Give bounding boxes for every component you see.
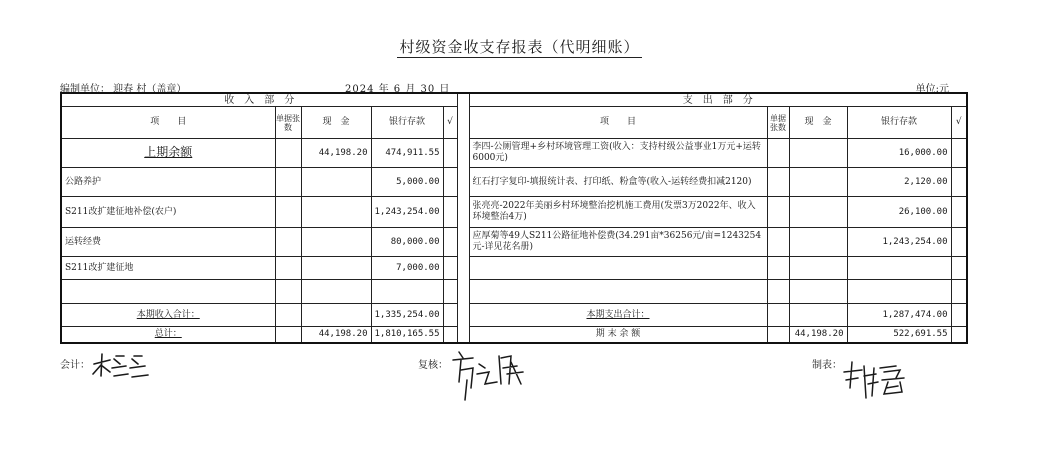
expense-item: 红石打字复印-填报统计表、打印纸、粉盒等(收入-运转经费扣减2120) [469, 168, 767, 197]
expense-col-voucher: 单据张数 [767, 107, 789, 139]
income-item: 公路养护 [61, 168, 275, 197]
expense-item [469, 257, 767, 280]
income-check [443, 257, 457, 280]
expense-section-title: 支 出 部 分 [469, 93, 967, 107]
income-check [443, 168, 457, 197]
expense-bank [847, 280, 951, 304]
expense-subtotal-cash [789, 304, 847, 327]
income-col-item: 项 目 [61, 107, 275, 139]
income-check [443, 228, 457, 257]
expense-col-item: 项 目 [469, 107, 767, 139]
income-item: S211改扩建征地补偿(农户) [61, 197, 275, 228]
table-row [61, 168, 967, 197]
expense-check [951, 228, 967, 257]
income-voucher [275, 139, 301, 168]
expense-check [951, 197, 967, 228]
unit-label: 单位:元 [915, 84, 949, 95]
income-total-bank: 1,810,165.55 [371, 327, 443, 344]
expense-voucher [767, 257, 789, 280]
accountant-label: 会计： [60, 360, 90, 371]
expense-voucher [767, 168, 789, 197]
expense-check [951, 327, 967, 344]
income-col-cash: 现 金 [301, 107, 371, 139]
expense-check [951, 139, 967, 168]
table-row [61, 197, 967, 228]
income-voucher [275, 304, 301, 327]
expense-col-cash: 现 金 [789, 107, 847, 139]
closing-balance-cash: 44,198.20 [789, 327, 847, 344]
income-section-title: 收 入 部 分 [61, 93, 457, 107]
income-bank: 7,000.00 [371, 257, 443, 280]
report-title-wrap [0, 36, 1039, 57]
income-voucher [275, 168, 301, 197]
expense-item [469, 280, 767, 304]
income-voucher [275, 257, 301, 280]
preparer-signature [838, 358, 918, 404]
income-item: 运转经费 [61, 228, 275, 257]
table-row [61, 139, 967, 168]
closing-balance-bank: 522,691.55 [847, 327, 951, 344]
income-check [443, 197, 457, 228]
report-date: 2024 年 6 月 30 日 [345, 84, 451, 95]
expense-voucher [767, 197, 789, 228]
expense-subtotal-bank: 1,287,474.00 [847, 304, 951, 327]
income-subtotal-label: 本期收入合计： [61, 304, 275, 327]
expense-item: 李四-公厕管理+乡村环境管理工资(收入：支持村级公益事业1万元+运转6000元) [469, 139, 767, 168]
income-item [61, 139, 275, 168]
income-check [443, 304, 457, 327]
income-bank: 474,911.55 [371, 139, 443, 168]
income-check [443, 139, 457, 168]
income-voucher [275, 228, 301, 257]
column-header-row [61, 107, 967, 139]
center-divider [457, 93, 469, 343]
income-check [443, 327, 457, 344]
expense-cash [789, 168, 847, 197]
expense-bank: 26,100.00 [847, 197, 951, 228]
expense-bank: 1,243,254.00 [847, 228, 951, 257]
income-col-bank: 银行存款 [371, 107, 443, 139]
expense-voucher [767, 327, 789, 344]
expense-check [951, 280, 967, 304]
income-total-label: 总计： [61, 327, 275, 344]
expense-bank: 2,120.00 [847, 168, 951, 197]
expense-subtotal-label: 本期支出合计： [469, 304, 767, 327]
expense-cash [789, 228, 847, 257]
reviewer-label: 复核： [418, 360, 448, 371]
expense-cash [789, 139, 847, 168]
expense-check [951, 257, 967, 280]
expense-item: 应厚菊等49人S211公路征地补偿费(34.291亩*36256元/亩=1243254元-详见花名册) [469, 228, 767, 257]
table-row [61, 257, 967, 280]
income-total-cash: 44,198.20 [301, 327, 371, 344]
income-subtotal-cash [301, 304, 371, 327]
income-bank: 1,243,254.00 [371, 197, 443, 228]
expense-check [951, 304, 967, 327]
income-cash [301, 257, 371, 280]
preparer-label: 制表： [812, 360, 842, 371]
ledger-table [60, 92, 968, 344]
expense-col-bank: 银行存款 [847, 107, 951, 139]
income-bank: 80,000.00 [371, 228, 443, 257]
income-subtotal-bank: 1,335,254.00 [371, 304, 443, 327]
expense-voucher [767, 304, 789, 327]
expense-check [951, 168, 967, 197]
income-bank: 5,000.00 [371, 168, 443, 197]
expense-voucher [767, 280, 789, 304]
income-col-voucher: 单据张数 [275, 107, 301, 139]
reviewer-signature [445, 344, 535, 404]
expense-col-check: √ [951, 107, 967, 139]
table-row [61, 228, 967, 257]
income-cash [301, 168, 371, 197]
income-voucher [275, 197, 301, 228]
income-voucher [275, 280, 301, 304]
income-cash [301, 280, 371, 304]
expense-voucher [767, 228, 789, 257]
expense-item: 张亮亮-2022年美丽乡村环境整治挖机施工费用(发票3万2022年、收入环境整治4万) [469, 197, 767, 228]
total-row [61, 327, 967, 344]
expense-bank: 16,000.00 [847, 139, 951, 168]
income-cash [301, 228, 371, 257]
opening-balance-label: 上期余额 [144, 144, 193, 159]
income-col-check: √ [443, 107, 457, 139]
income-voucher [275, 327, 301, 344]
expense-bank [847, 257, 951, 280]
income-bank [371, 280, 443, 304]
income-item: S211改扩建征地 [61, 257, 275, 280]
report-title: 村级资金收支存报表（代明细账） [399, 38, 640, 56]
expense-cash [789, 197, 847, 228]
income-cash: 44,198.20 [301, 139, 371, 168]
income-cash [301, 197, 371, 228]
income-item [61, 280, 275, 304]
closing-balance-label: 期 末 余 额 [469, 327, 767, 344]
expense-cash [789, 257, 847, 280]
preparing-unit: 编制单位： 迎春 村（盖章） [60, 84, 187, 95]
expense-cash [789, 280, 847, 304]
table-row [61, 280, 967, 304]
income-check [443, 280, 457, 304]
subtotal-row [61, 304, 967, 327]
section-header-row [61, 93, 967, 107]
accountant-signature [90, 350, 160, 382]
expense-voucher [767, 139, 789, 168]
